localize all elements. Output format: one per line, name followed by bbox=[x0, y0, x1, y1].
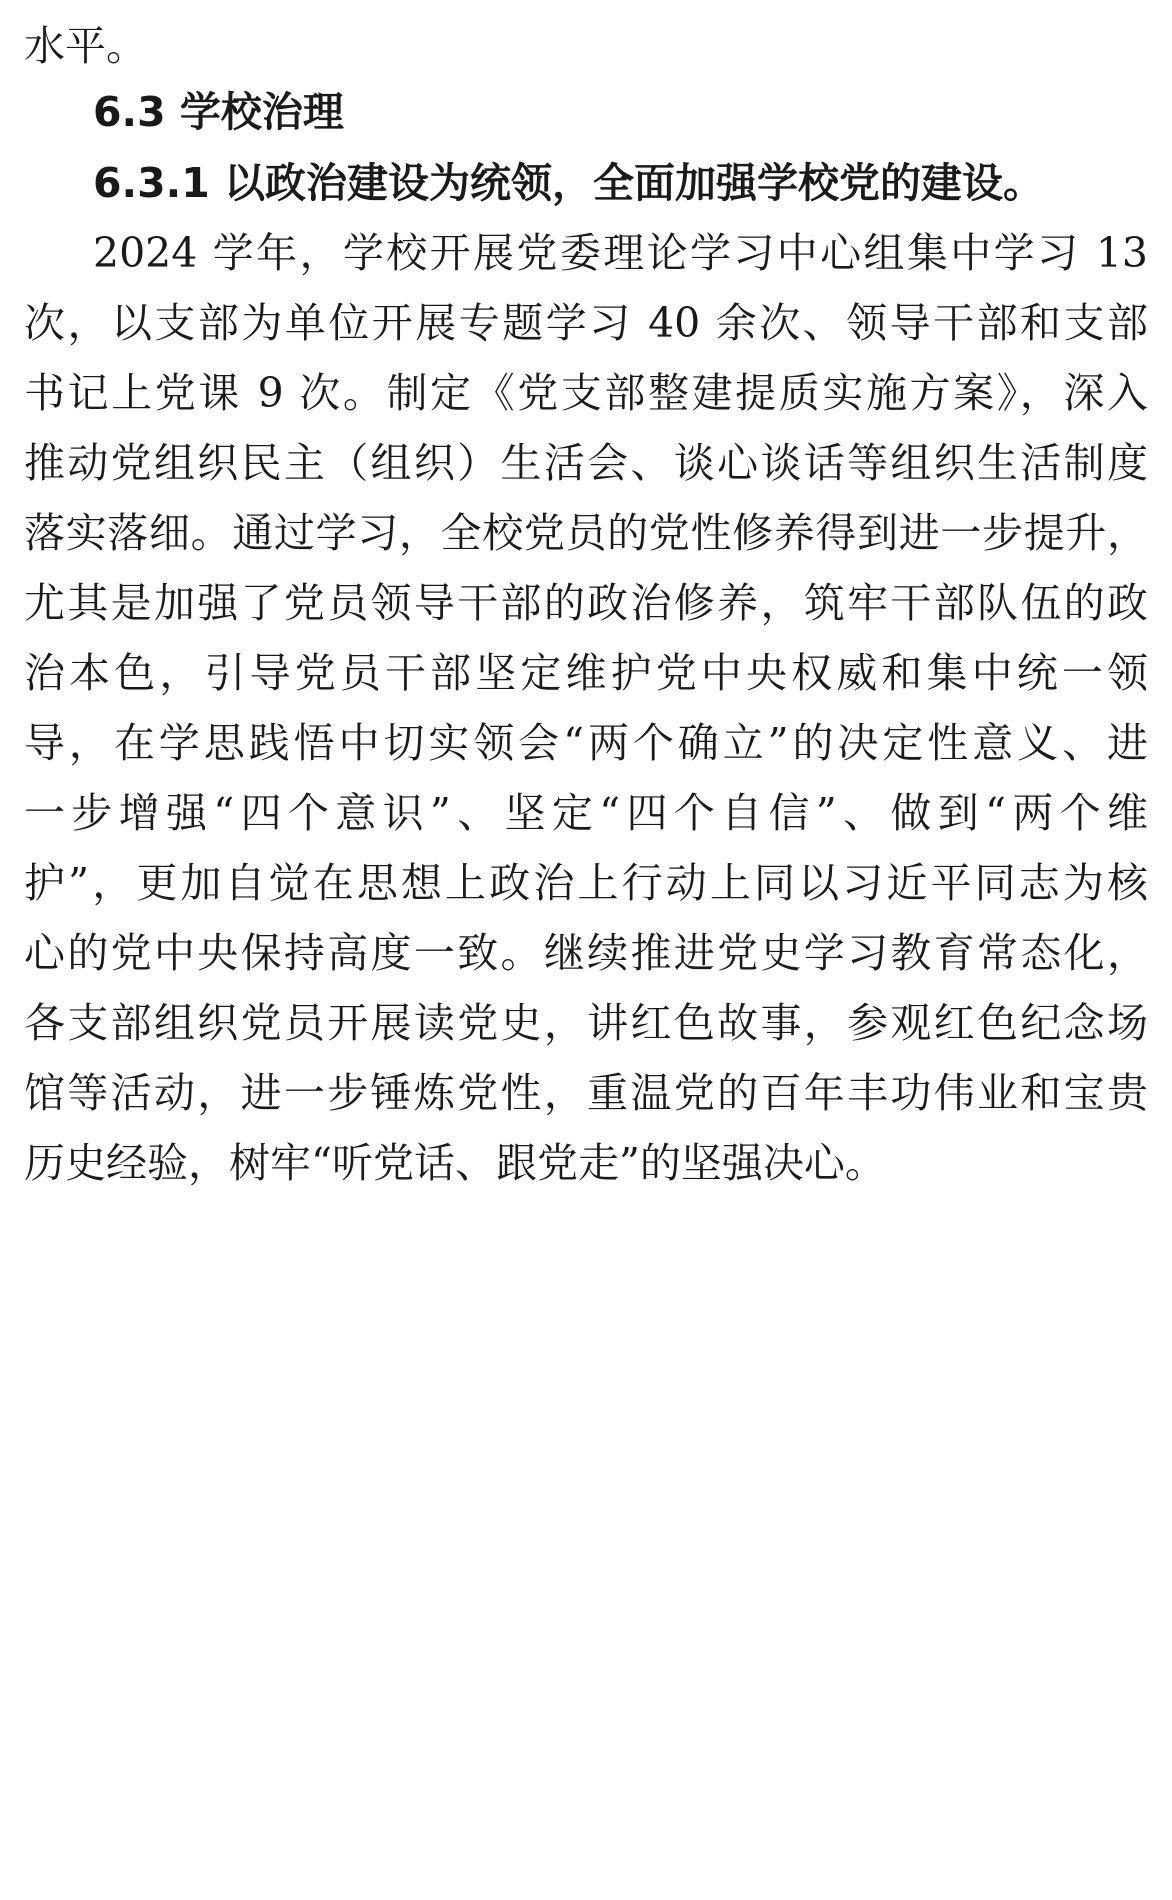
paragraph-line: 导，在学思践悟中切实领会“两个确立”的决定性意义、进 bbox=[24, 719, 1148, 767]
paragraph-line: 馆等活动，进一步锤炼党性，重温党的百年丰功伟业和宝贵 bbox=[24, 1069, 1148, 1117]
carryover-text: 水平。 bbox=[24, 22, 147, 70]
paragraph-line: 各支部组织党员开展读党史，讲红色故事，参观红色纪念场 bbox=[24, 999, 1148, 1047]
paragraph-line: 一步增强“四个意识”、坚定“四个自信”、做到“两个维 bbox=[24, 789, 1148, 837]
paragraph-line: 落实落细。通过学习，全校党员的党性修养得到进一步提升， bbox=[24, 509, 1148, 557]
paragraph-line: 次，以支部为单位开展专题学习 40 余次、领导干部和支部 bbox=[24, 299, 1148, 347]
paragraph-line-last: 历史经验，树牢“听党话、跟党走”的坚强决心。 bbox=[24, 1139, 886, 1187]
paragraph-line: 治本色，引导党员干部坚定维护党中央权威和集中统一领 bbox=[24, 649, 1148, 697]
paragraph-line: 书记上党课 9 次。制定《党支部整建提质实施方案》，深入 bbox=[24, 369, 1148, 417]
paragraph-line: 护”，更加自觉在思想上政治上行动上同以习近平同志为核 bbox=[24, 859, 1148, 907]
section-heading: 6.3 学校治理 bbox=[93, 88, 344, 136]
paragraph-line: 推动党组织民主（组织）生活会、谈心谈话等组织生活制度 bbox=[24, 439, 1148, 487]
paragraph-line: 尤其是加强了党员领导干部的政治修养，筑牢干部队伍的政 bbox=[24, 579, 1148, 627]
subsection-heading: 6.3.1 以政治建设为统领，全面加强学校党的建设。 bbox=[93, 159, 1045, 207]
paragraph-line: 心的党中央保持高度一致。继续推进党史学习教育常态化， bbox=[24, 929, 1148, 977]
paragraph-line: 2024 学年，学校开展党委理论学习中心组集中学习 13 bbox=[93, 229, 1148, 277]
